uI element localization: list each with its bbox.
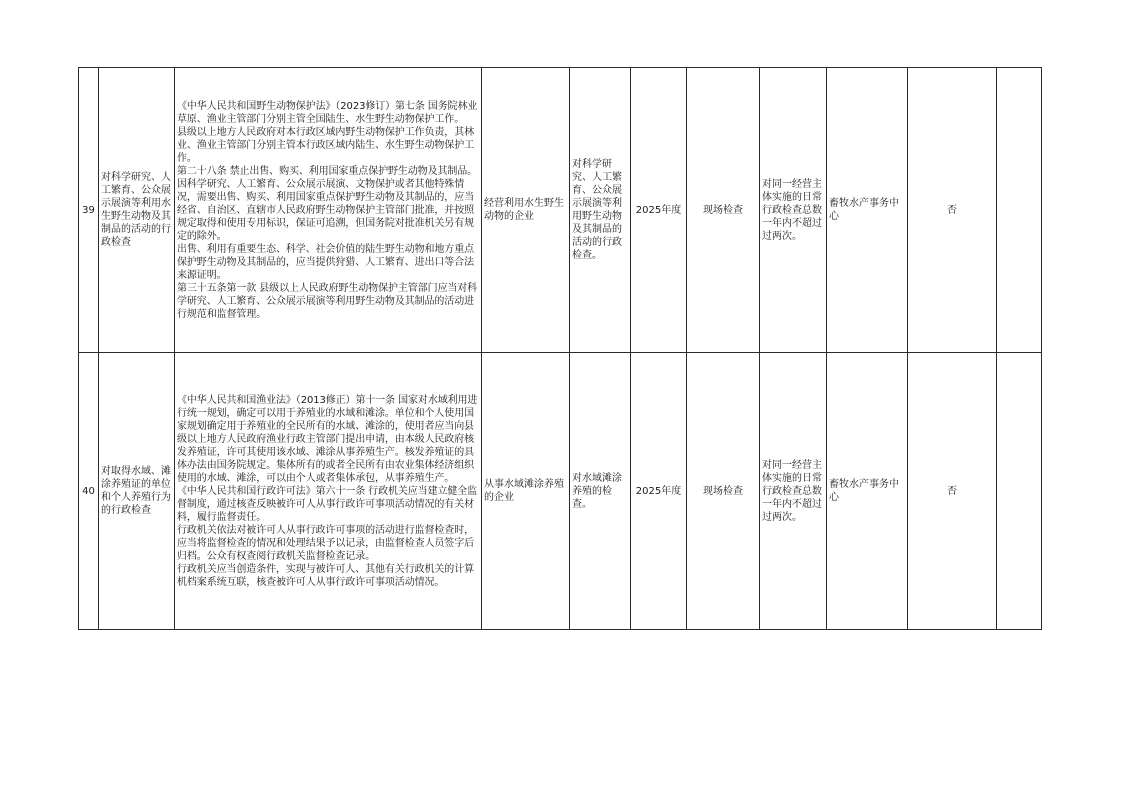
legal-basis-paragraph: 行政机关依法对被许可人从事行政许可事项的活动进行监督检查时，应当将监督检查的情况和处理结果予以记录，由监督检查人员签字后归档。公众有权查阅行政机关监督检查记录。 bbox=[177, 524, 474, 562]
inspection-item: 对取得水域、滩涂养殖证的单位和个人养殖行为的行政检查 bbox=[99, 353, 175, 630]
responsible-department: 畜牧水产事务中心 bbox=[827, 353, 908, 630]
inspection-year: 2025年度 bbox=[631, 353, 687, 630]
legal-basis-paragraph: 县级以上地方人民政府对本行政区域内野生动物保护工作负责，其林业、渔业主管部门分别主管本行政区域内陆生、水生野生动物保护工作。 bbox=[177, 126, 474, 164]
legal-basis-paragraph: 出售、利用有重要生态、科学、社会价值的陆生野生动物和地方重点保护野生动物及其制品的，应当提供狩猎、人工繁育、进出口等合法来源证明。 bbox=[177, 243, 474, 281]
legal-basis-paragraph: 因科学研究、人工繁育、公众展示展演、文物保护或者其他特殊情况，需要出售、购买、利用国家重点保护野生动物及其制品的，应当经省、自治区、直辖市人民政府野生动物保护主管部门批准，并按照规定取得和使用专用标识，保证可追溯，但国务院对批准机关另有规定的除外。 bbox=[177, 178, 474, 242]
table-row bbox=[79, 68, 1042, 353]
inspection-item: 对科学研究、人工繁育、公众展示展演等利用水生野生动物及其制品的活动的行政检查 bbox=[99, 68, 175, 353]
inspection-subject: 经营利用水生野生动物的企业 bbox=[482, 68, 570, 353]
inspection-frequency: 对同一经营主体实施的日常行政检查总数一年内不超过过两次。 bbox=[760, 68, 827, 353]
yes-no-flag: 否 bbox=[908, 353, 997, 630]
row-index: 40 bbox=[79, 353, 99, 630]
legal-basis-paragraph: 第二十八条 禁止出售、购买、利用国家重点保护野生动物及其制品。 bbox=[177, 165, 478, 177]
table-row bbox=[79, 353, 1042, 630]
inspection-content: 对科学研究、人工繁育、公众展示展演等利用野生动物及其制品的活动的行政检查。 bbox=[570, 68, 631, 353]
responsible-department: 畜牧水产事务中心 bbox=[827, 68, 908, 353]
yes-no-flag: 否 bbox=[908, 68, 997, 353]
legal-basis-paragraph: 《中华人民共和国行政许可法》第六十一条 行政机关应当建立健全监督制度，通过核查反映被许可人从事行政许可事项活动情况的有关材料，履行监督责任。 bbox=[177, 485, 478, 523]
inspection-table bbox=[78, 67, 1042, 630]
row-index: 39 bbox=[79, 68, 99, 353]
legal-basis-paragraph: 行政机关应当创造条件，实现与被许可人、其他有关行政机关的计算机档案系统互联，核查被许可人从事行政许可事项活动情况。 bbox=[177, 563, 474, 588]
legal-basis bbox=[175, 353, 482, 630]
legal-basis-paragraph: 第三十五条第一款 县级以上人民政府野生动物保护主管部门应当对科学研究、人工繁育、公众展示展演等利用野生动物及其制品的活动进行规范和监督管理。 bbox=[177, 282, 478, 320]
remarks bbox=[997, 353, 1042, 630]
inspection-method: 现场检查 bbox=[687, 68, 760, 353]
inspection-year: 2025年度 bbox=[631, 68, 687, 353]
legal-basis-paragraph: 《中华人民共和国渔业法》（2013修正）第十一条 国家对水域利用进行统一规划，确定可以用于养殖业的水域和滩涂。单位和个人使用国家规划确定用于养殖业的全民所有的水域、滩涂的，使用者应当向县级以上地方人民政府渔业行政主管部门提出申请，由本级人民政府核发养殖证，许可其使用该水域、滩涂从事养殖生产。核发养殖证的具体办法由国务院规定。集体所有的或者全民所有由农业集体经济组织使用的水域、滩涂，可以由个人或者集体承包，从事养殖生产。 bbox=[177, 394, 478, 484]
inspection-frequency: 对同一经营主体实施的日常行政检查总数一年内不超过过两次。 bbox=[760, 353, 827, 630]
inspection-subject: 从事水域滩涂养殖的企业 bbox=[482, 353, 570, 630]
remarks bbox=[997, 68, 1042, 353]
legal-basis bbox=[175, 68, 482, 353]
inspection-content: 对水域滩涂养殖的检查。 bbox=[570, 353, 631, 630]
legal-basis-paragraph: 《中华人民共和国野生动物保护法》（2023修订）第七条 国务院林业草原、渔业主管部门分别主管全国陆生、水生野生动物保护工作。 bbox=[177, 100, 478, 125]
inspection-method: 现场检查 bbox=[687, 353, 760, 630]
